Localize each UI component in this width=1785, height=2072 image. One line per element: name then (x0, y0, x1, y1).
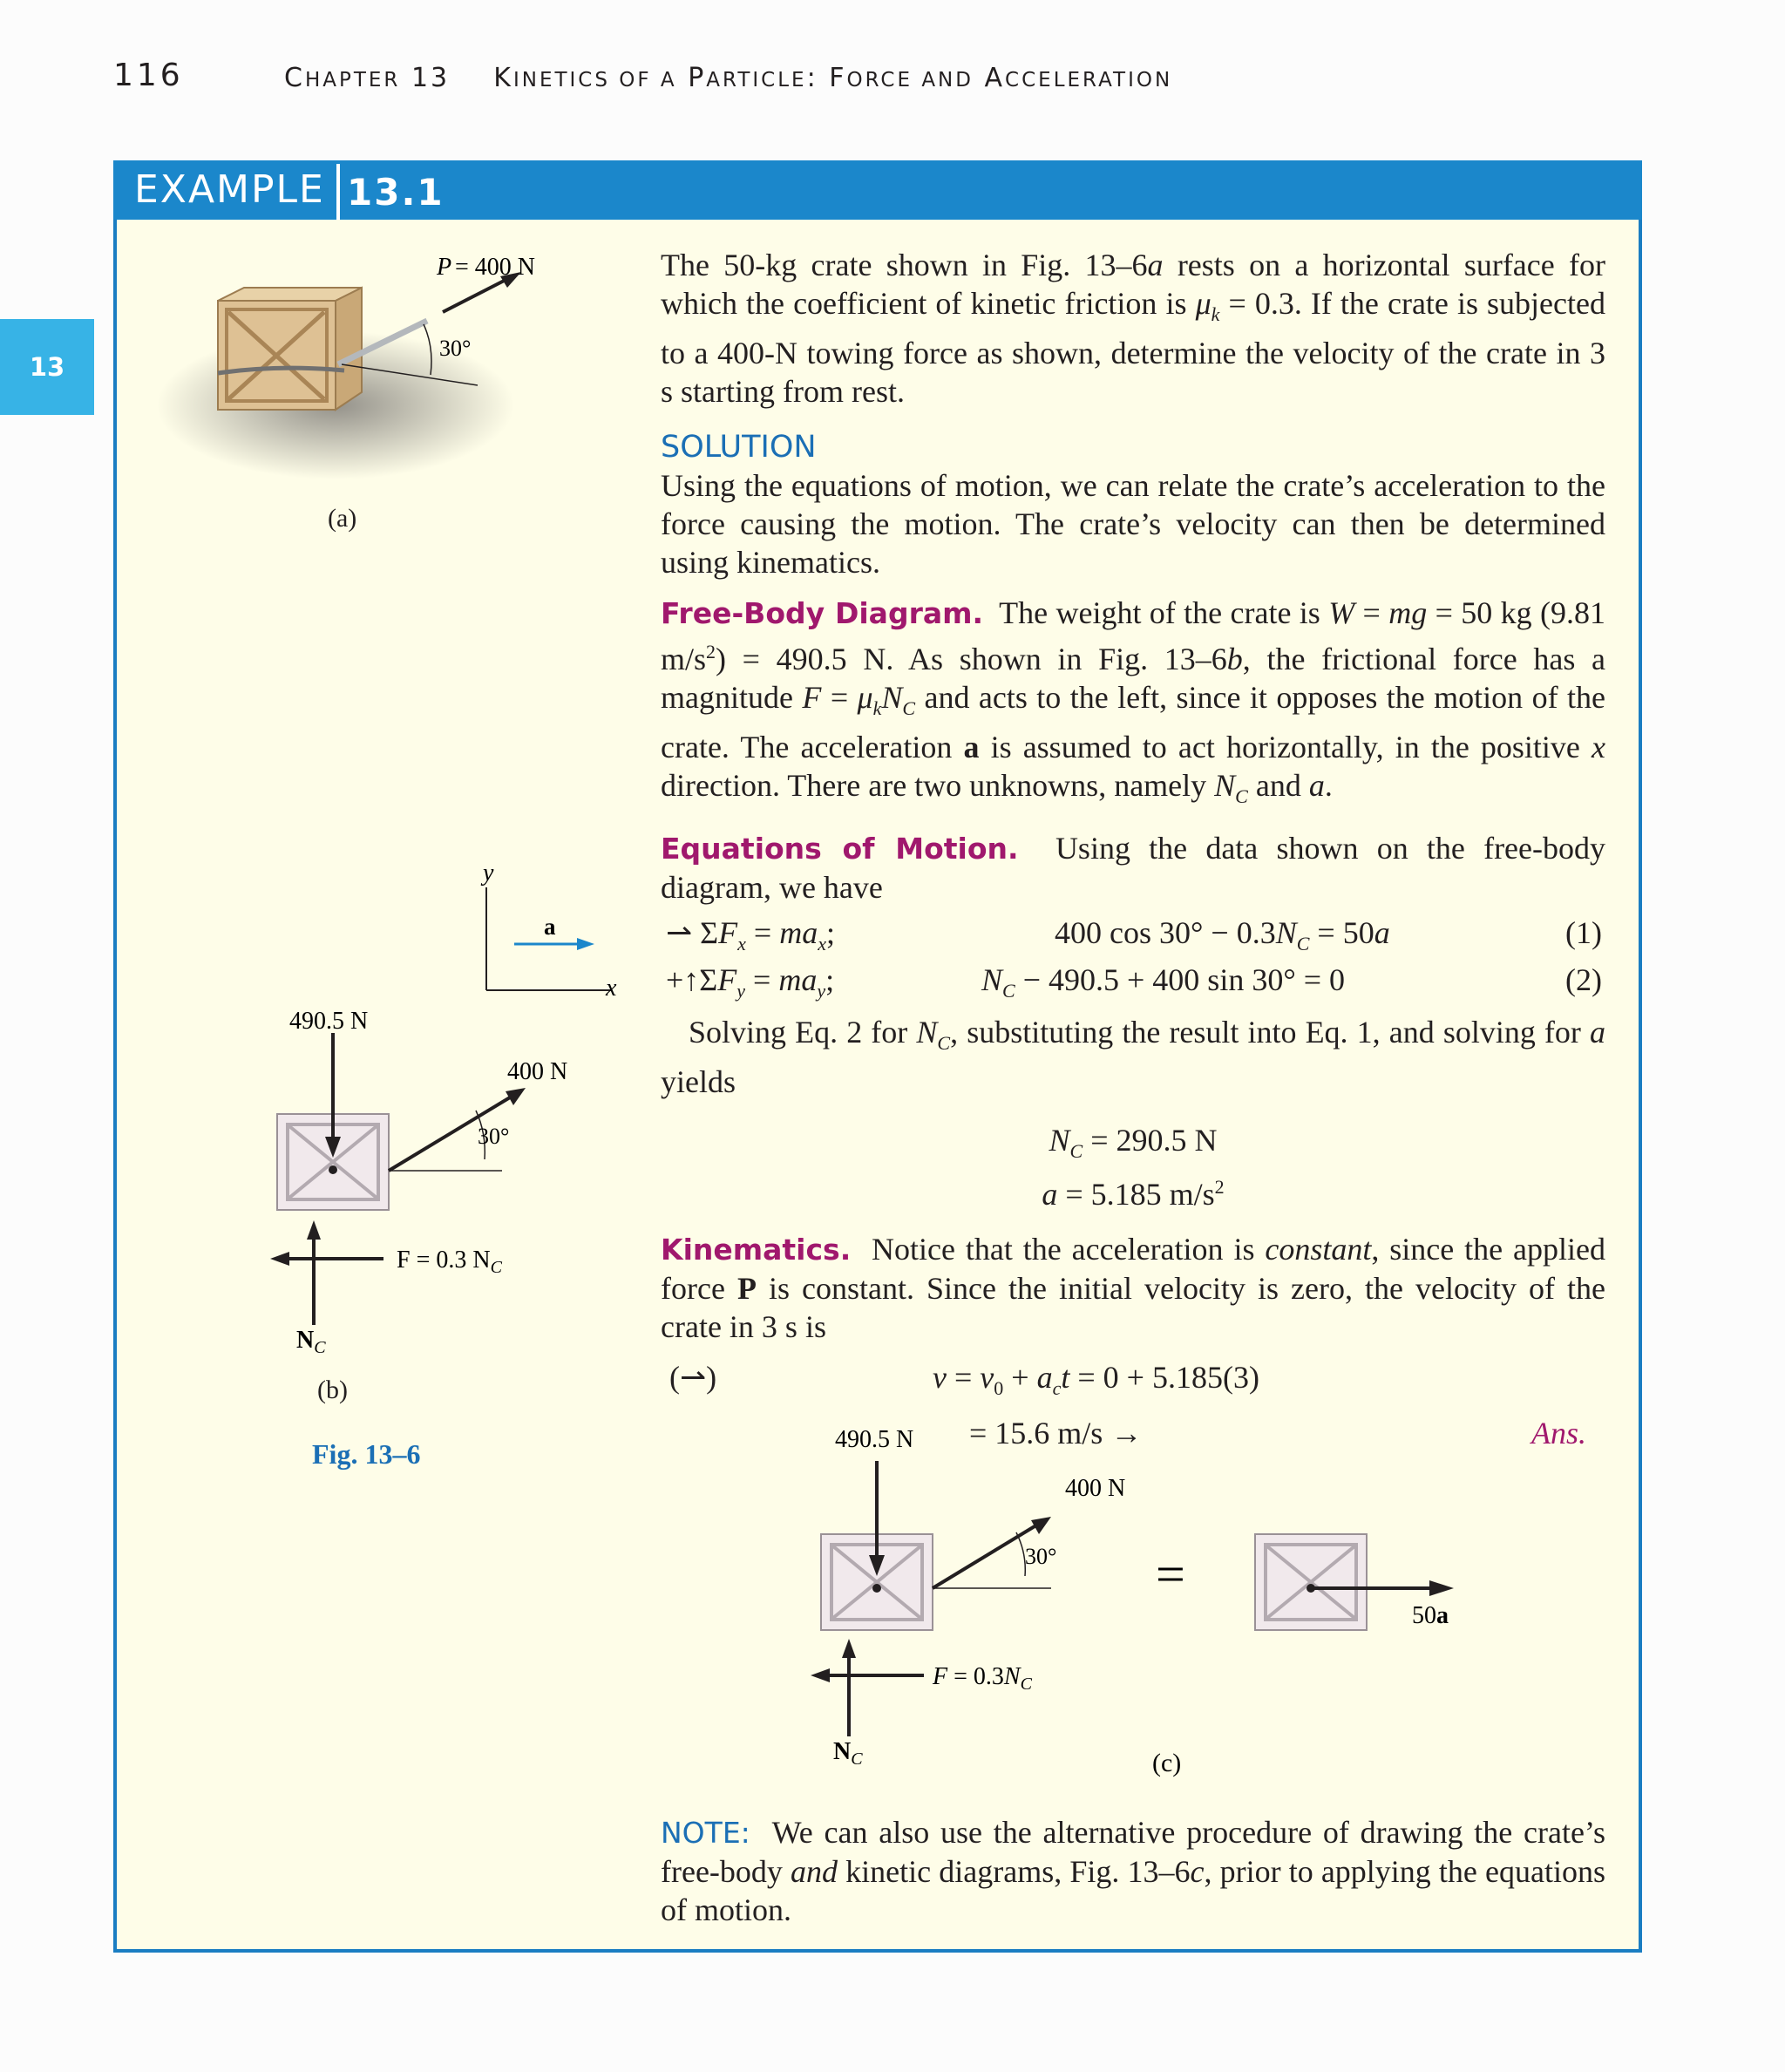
equation-1: ⇀ $\Sigma F_x = ma_x$; 400 $\cos 30^\circ - 0.3N_C = 50a$ (1) (666, 914, 1602, 954)
svg-text:30°: 30° (1025, 1544, 1057, 1569)
eom-paragraph: Equations of Motion. Using the data shown on the free-body diagram, we have (661, 830, 1606, 905)
kinematics-eq-2: = 15.6 m/s → Ans. (969, 1415, 1586, 1450)
solution-heading: SOLUTION (661, 430, 817, 465)
solve-text: Solving Eq. 2 for $N_C$, substituting the result into Eq. 1, and solving for a yields (661, 1014, 1606, 1099)
eom-heading: Equations of Motion. (661, 831, 1019, 866)
svg-text:a: a (544, 914, 556, 940)
example-title-bar (113, 160, 1642, 220)
solution-intro: Using the equations of motion, we can relate the crate’s acceleration to the force causing the motion. The crate’s velocity can then be determined using kinematics. (661, 468, 1605, 581)
svg-text:=: = (1156, 1546, 1185, 1603)
svg-text:490.5 N: 490.5 N (835, 1426, 914, 1453)
figure-caption: Fig. 13–6 (312, 1438, 421, 1470)
svg-text:NC: $N_C$ (833, 1738, 863, 1769)
note-heading: NOTE: (661, 1816, 750, 1850)
running-header: CHAPTER 13 KINETICS OF A PARTICLE: FORCE AND ACCELERATION (284, 63, 1173, 93)
svg-text:400 N: 400 N (1065, 1475, 1126, 1502)
result-nc: $N_C = 290.5$ N (1049, 1122, 1218, 1162)
figure-b (261, 854, 636, 1360)
svg-text:(c): (c) (1152, 1749, 1182, 1777)
note-paragraph: NOTE: We can also use the alternative procedure of drawing the crate’s free-body and kinetic diagrams, Fig. 13–6c, prior to applying the equations of motion. (661, 1815, 1605, 1927)
equation-2: $+↑\Sigma F_y = ma_y$; $N_C - 490.5 + 400$ sin 30° = 0 (2) (666, 961, 1602, 1002)
kinematics-heading: Kinematics. (661, 1232, 852, 1267)
svg-text:50a: 50a (1412, 1602, 1449, 1629)
example-separator (336, 164, 340, 220)
svg-text:30°: 30° (439, 336, 472, 361)
svg-text:F = 0.3 NC: F = 0.3 $N_C$ (397, 1247, 502, 1277)
svg-text:= 400 N: = 400 N (455, 254, 536, 281)
svg-text:F = 0.3NC: $F = 0.3N_C$ (933, 1663, 1032, 1694)
svg-text:490.5 N: 490.5 N (289, 1008, 369, 1035)
fbd-heading: Free-Body Diagram. (661, 596, 984, 631)
svg-text:y: y (483, 859, 494, 887)
figure-a-caption: (a) (328, 504, 357, 533)
svg-text:400 N: 400 N (507, 1058, 568, 1085)
svg-text:x: x (606, 975, 617, 1002)
kinematics-paragraph: Kinematics. Notice that the acceleration is constant, since the applied force P is constant. Since the initial velocity is zero, the velocity of the crate in 3 s is (661, 1231, 1606, 1344)
example-label: EXAMPLE (134, 167, 325, 212)
example-number: 13.1 (347, 171, 445, 214)
problem-statement: The 50-kg crate shown in Fig. 13–6a rests on a horizontal surface for which the coefficient of kinetic friction is $\mu_k = 0.3$. If the crate is subjected to a 400-N towing force as shown, determine the velocity of the crate in 3 s starting from rest. (661, 248, 1605, 410)
figure-b-caption: (b) (317, 1376, 348, 1404)
fbd-paragraph: Free-Body Diagram. The weight of the crate is W = mg = 50 kg (9.81 $m/s^2) = 490.5$ N. As shown in Fig. 13–6b, the frictional force has a magnitude $F = \mu_kN_C$ and acts to the left, since it opposes the motion of the crate. The acceleration a is assumed to act horizontally, in the positive x direction. There are two unknowns, namely $N_C$ and a. (661, 595, 1606, 808)
result-a: a = 5.185 $m/s^2$ (1042, 1175, 1225, 1212)
svg-text:P: P (437, 254, 452, 281)
kinematics-eq-1: (⇀) $v = v_0 + a_ct = 0 + 5.185(3)$ (669, 1359, 1259, 1399)
figure-a (148, 253, 584, 540)
answer-tag: Ans. (1531, 1415, 1586, 1450)
svg-text:30°: 30° (478, 1124, 510, 1149)
page-number: 116 (113, 58, 184, 93)
chapter-tab[interactable]: 13 (0, 319, 94, 415)
svg-text:NC: $N_C$ (296, 1327, 326, 1357)
example-text (661, 246, 1605, 1461)
figure-c (784, 1421, 1482, 1787)
